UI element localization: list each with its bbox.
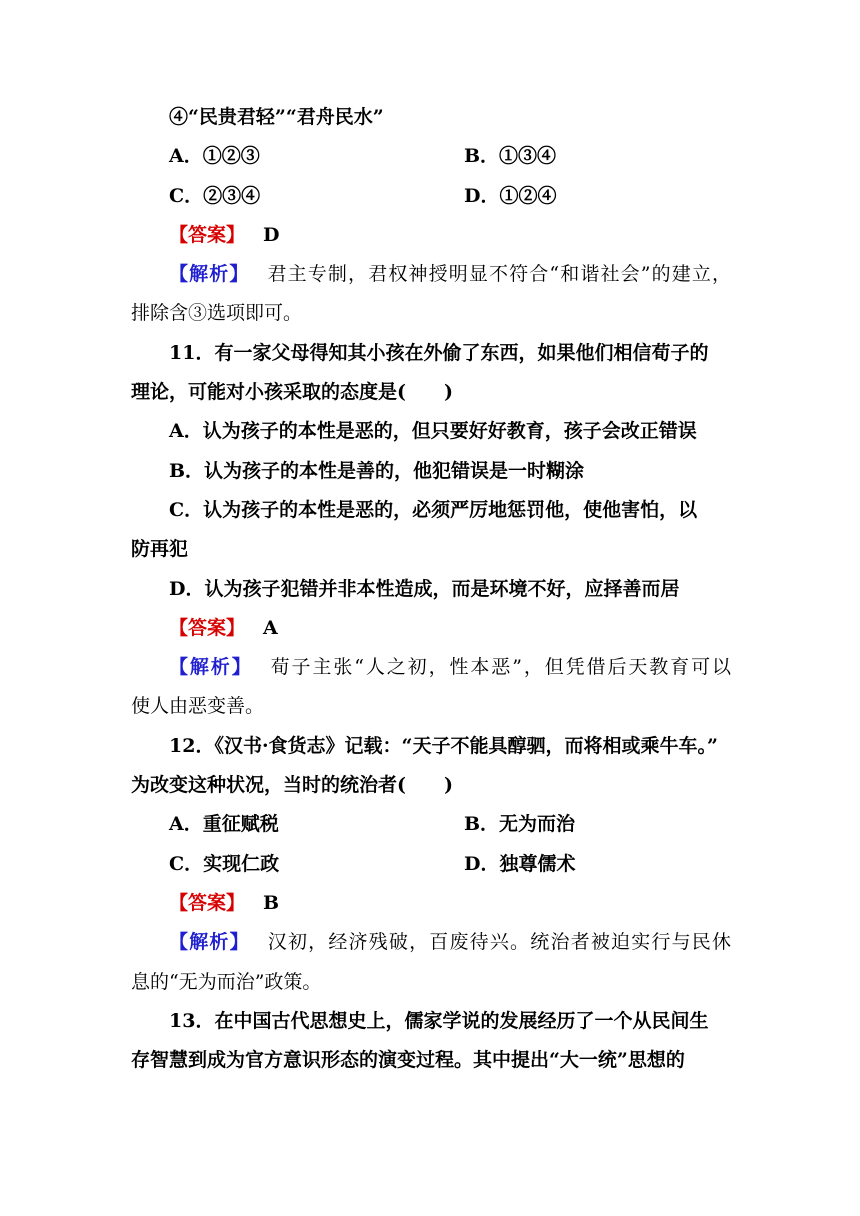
document-page [131, 98, 731, 1080]
q11-option-c-line-2: 防再犯 [131, 538, 189, 561]
q10-option-a: A．①②③ [169, 145, 260, 168]
q12-analysis-line-1 [131, 923, 731, 962]
q11-analysis-line-1 [131, 648, 731, 687]
q12-option-b: B．无为而治 [464, 813, 576, 836]
q11-analysis-text-1: 荀子主张“人之初，性本恶”，但凭借后天教育可以 [270, 656, 731, 679]
q11-option-c-line-1: C．认为孩子的本性是恶的，必须严厉地惩罚他，使他害怕，以 [169, 498, 698, 521]
q11-option-a: A．认为孩子的本性是恶的，但只要好好教育，孩子会改正错误 [169, 420, 697, 443]
q10-item-4: ④“民贵君轻”“君舟民水” [169, 106, 384, 128]
q12-option-d: D．独尊儒术 [464, 852, 576, 875]
q10-answer-value: D [263, 223, 280, 246]
q12-analysis-label: 【解析】 [169, 931, 250, 954]
q10-options-row-2 [131, 177, 731, 216]
q12-option-c: C．实现仁政 [169, 852, 280, 875]
q13-stem-line-1: 13．在中国古代思想史上，儒家学说的发展经历了一个从民间生 [169, 1009, 709, 1032]
q10-option-b: B．①③④ [464, 145, 557, 168]
q11-answer-label: 【答案】 [169, 616, 246, 639]
q12-analysis-line-2: 息的“无为而治”政策。 [131, 970, 322, 993]
q11-option-d: D．认为孩子犯错并非本性造成，而是环境不好，应择善而居 [169, 577, 680, 600]
q12-answer-value: B [263, 891, 280, 914]
q12-answer-label: 【答案】 [169, 891, 246, 914]
q11-analysis-line-2: 使人由恶变善。 [131, 695, 265, 718]
q10-options-row-1 [131, 137, 731, 176]
q12-answer [131, 884, 731, 923]
q10-analysis-label: 【解析】 [169, 263, 250, 286]
q13-stem-line-2: 存智慧到成为官方意识形态的演变过程。其中提出“大一统”思想的 [131, 1049, 685, 1072]
q12-options-row-1 [131, 805, 731, 844]
q12-options-row-2 [131, 845, 731, 884]
q10-option-d: D．①②④ [464, 184, 557, 207]
q10-answer-label: 【答案】 [169, 223, 246, 246]
q10-analysis-line-2: 排除含③选项即可。 [131, 302, 303, 325]
q10-option-c: C．②③④ [169, 184, 261, 207]
q12-stem-line-1: 12．《汉书·食货志》记载：“天子不能具醇驷，而将相或乘牛车。” [169, 734, 718, 757]
q12-analysis-text-1: 汉初，经济残破，百废待兴。统治者被迫实行与民休 [267, 931, 731, 954]
q11-stem-line-1: 11．有一家父母得知其小孩在外偷了东西，如果他们相信荀子的 [169, 341, 709, 364]
q12-option-a: A．重征赋税 [169, 813, 279, 836]
q10-analysis-line-1 [131, 255, 731, 294]
q10-answer [131, 216, 731, 255]
q11-stem-line-2: 理论，可能对小孩采取的态度是( ) [131, 381, 453, 404]
q11-answer-value: A [263, 616, 278, 639]
q11-option-b: B．认为孩子的本性是善的，他犯错误是一时糊涂 [169, 459, 585, 482]
q12-stem-line-2: 为改变这种状况，当时的统治者( ) [131, 774, 453, 797]
q11-answer [131, 609, 731, 648]
q11-analysis-label: 【解析】 [169, 656, 253, 679]
q10-analysis-text-1: 君主专制，君权神授明显不符合“和谐社会”的建立， [267, 263, 731, 286]
